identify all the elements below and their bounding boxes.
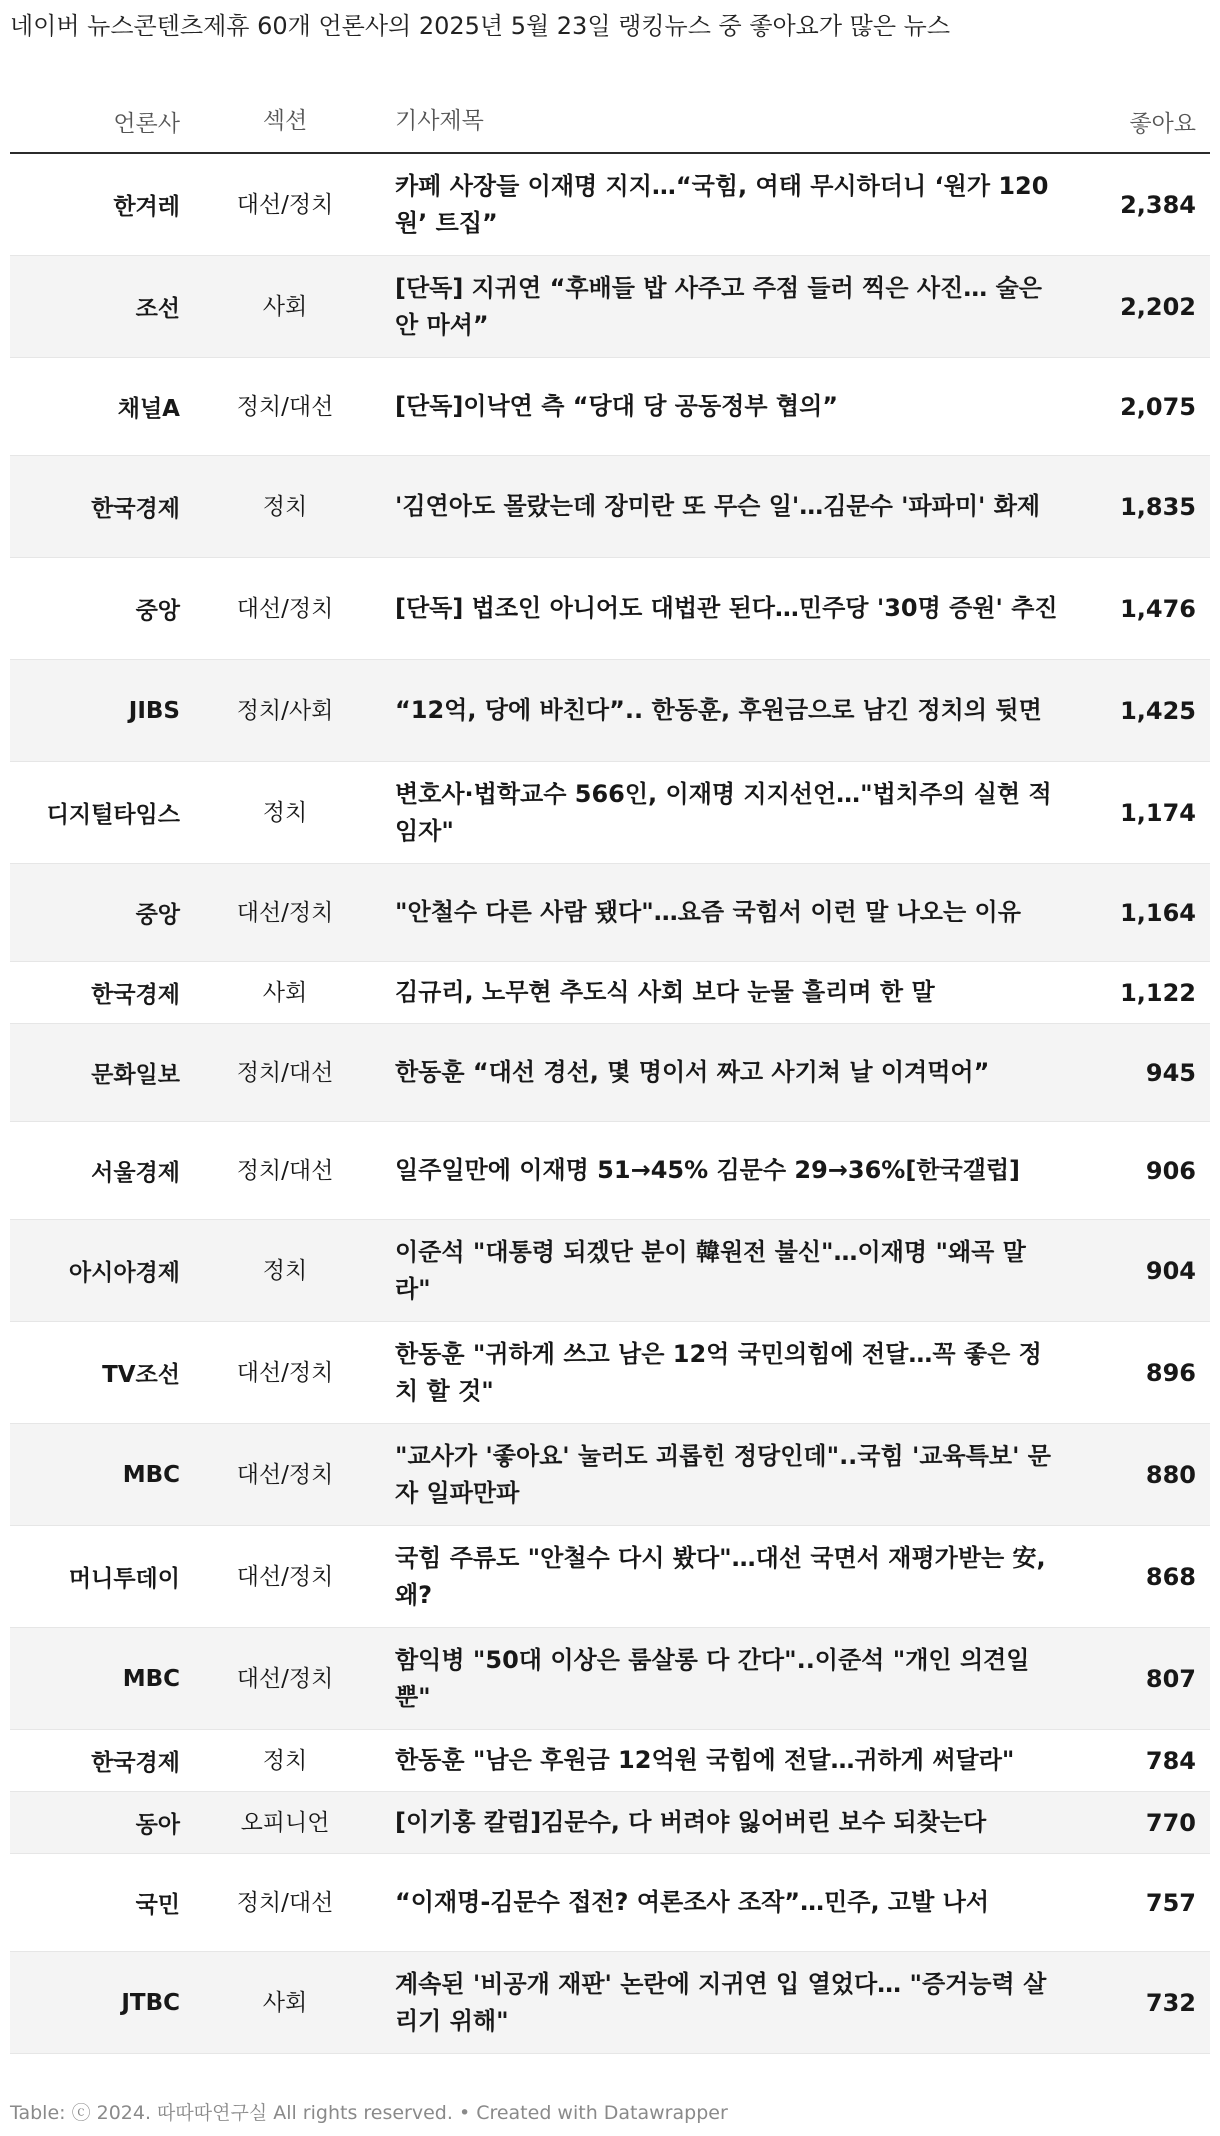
likes-cell: 1,425 — [1120, 696, 1196, 725]
likes-cell: 945 — [1145, 1058, 1196, 1087]
outlet-cell: MBC — [122, 1461, 180, 1488]
outlet-cell: 문화일보 — [91, 1062, 180, 1088]
section-cell: 정치/대선 — [236, 1059, 334, 1086]
outlet-cell: JTBC — [121, 1989, 180, 2016]
page-title: 네이버 뉴스콘텐츠제휴 60개 언론사의 2025년 5월 23일 랭킹뉴스 중 좋아요가 많은 뉴스 — [10, 12, 951, 40]
likes-cell: 732 — [1145, 1988, 1196, 2017]
likes-cell: 1,835 — [1120, 492, 1196, 521]
likes-cell: 2,202 — [1120, 292, 1196, 321]
headline-cell[interactable]: “이재명-김문수 접전? 여론조사 조작”…민주, 고발 나서 — [395, 1888, 990, 1916]
outlet-cell: 채널A — [117, 396, 180, 422]
headline-cell[interactable]: "안철수 다른 사람 됐다"…요즘 국힘서 이런 말 나오는 이유 — [395, 898, 1021, 926]
section-cell: 오피니언 — [240, 1809, 330, 1836]
ranking-table — [10, 90, 1210, 2054]
outlet-cell: 조선 — [135, 296, 180, 322]
headline-cell[interactable]: 한동훈 "남은 후원금 12억원 국힘에 전달…귀하게 써달라" — [395, 1746, 1015, 1774]
section-cell: 대선/정치 — [236, 191, 334, 218]
headline-cell[interactable]: [단독] 지귀연 “후배들 밥 사주고 주점 들러 찍은 사진… 술은 안 마셔” — [395, 273, 1042, 339]
table-row — [10, 1322, 1210, 1424]
headline-cell[interactable]: [이기홍 칼럼]김문수, 다 버려야 잃어버린 보수 되찾는다 — [395, 1808, 987, 1836]
header-outlet: 언론사 — [113, 110, 180, 137]
table-row — [10, 1122, 1210, 1220]
likes-cell: 896 — [1145, 1358, 1196, 1387]
likes-cell: 1,476 — [1120, 594, 1196, 623]
likes-cell: 2,384 — [1120, 190, 1196, 219]
header-section: 섹션 — [262, 108, 308, 134]
headline-cell[interactable]: 카페 사장들 이재명 지지…“국힘, 여태 무시하더니 ‘원가 120원’ 트집” — [395, 171, 1049, 237]
table-footer: Table: ⓒ 2024. 따따따연구실 All rights reserved. • Created with Datawrapper — [10, 2102, 728, 2124]
section-cell: 정치/대선 — [236, 393, 334, 420]
outlet-cell: 국민 — [135, 1892, 180, 1918]
outlet-cell: 한국경제 — [91, 1750, 180, 1776]
likes-cell: 868 — [1145, 1562, 1196, 1591]
outlet-cell: 중앙 — [135, 902, 180, 928]
table-header — [10, 90, 1210, 154]
section-cell: 대선/정치 — [236, 595, 334, 622]
likes-cell: 770 — [1145, 1808, 1196, 1837]
header-likes: 좋아요 — [1129, 110, 1196, 137]
table-row — [10, 762, 1210, 864]
outlet-cell: 한국경제 — [91, 982, 180, 1008]
table-body — [10, 154, 1210, 2054]
table-row — [10, 358, 1210, 456]
outlet-cell: 한겨레 — [113, 194, 180, 220]
section-cell: 정치/대선 — [236, 1889, 334, 1916]
table-row — [10, 1024, 1210, 1122]
headline-cell[interactable]: "교사가 '좋아요' 눌러도 괴롭힌 정당인데"..국힘 '교육특보' 문자 일파만파 — [395, 1441, 1051, 1507]
section-cell: 사회 — [262, 979, 308, 1006]
likes-cell: 757 — [1145, 1888, 1196, 1917]
likes-cell: 880 — [1145, 1460, 1196, 1489]
likes-cell: 2,075 — [1120, 392, 1196, 421]
outlet-cell: 동아 — [135, 1812, 180, 1838]
table-row — [10, 962, 1210, 1024]
headline-cell[interactable]: 이준석 "대통령 되겠단 분이 韓원전 불신"…이재명 "왜곡 말라" — [395, 1237, 1026, 1303]
headline-cell[interactable]: 국힘 주류도 "안철수 다시 봤다"…대선 국면서 재평가받는 安, 왜? — [395, 1543, 1046, 1609]
headline-cell[interactable]: 한동훈 "귀하게 쓰고 남은 12억 국민의힘에 전달…꼭 좋은 정치 할 것" — [395, 1339, 1042, 1405]
table-row — [10, 1792, 1210, 1854]
table-row — [10, 256, 1210, 358]
likes-cell: 1,164 — [1120, 898, 1196, 927]
section-cell: 정치/대선 — [236, 1157, 334, 1184]
headline-cell[interactable]: [단독] 법조인 아니어도 대법관 된다…민주당 '30명 증원' 추진 — [395, 594, 1058, 622]
headline-cell[interactable]: 일주일만에 이재명 51→45% 김문수 29→36%[한국갤럽] — [395, 1156, 1021, 1184]
headline-cell[interactable]: 한동훈 “대선 경선, 몇 명이서 짜고 사기쳐 날 이겨먹어” — [395, 1058, 990, 1086]
outlet-cell: 서울경제 — [91, 1160, 180, 1186]
table-row — [10, 456, 1210, 558]
section-cell: 대선/정치 — [236, 1665, 334, 1692]
headline-cell[interactable]: 김규리, 노무현 추도식 사회 보다 눈물 흘리며 한 말 — [395, 978, 935, 1006]
outlet-cell: 중앙 — [135, 598, 180, 624]
section-cell: 대선/정치 — [236, 899, 334, 926]
likes-cell: 1,122 — [1120, 978, 1196, 1007]
outlet-cell: 아시아경제 — [68, 1260, 180, 1286]
table-row — [10, 1854, 1210, 1952]
likes-cell: 807 — [1145, 1664, 1196, 1693]
outlet-cell: 한국경제 — [91, 496, 180, 522]
headline-cell[interactable]: 함익병 "50대 이상은 룸살롱 다 간다"..이준석 "개인 의견일 뿐" — [395, 1645, 1030, 1711]
section-cell: 사회 — [262, 293, 308, 320]
section-cell: 사회 — [262, 1989, 308, 2016]
table-row — [10, 1628, 1210, 1730]
section-cell: 정치 — [262, 799, 308, 826]
table-row — [10, 154, 1210, 256]
section-cell: 정치 — [262, 1257, 308, 1284]
table-row — [10, 864, 1210, 962]
header-headline: 기사제목 — [395, 107, 484, 134]
table-row — [10, 1424, 1210, 1526]
outlet-cell: 디지털타임스 — [46, 802, 180, 828]
headline-cell[interactable]: [단독]이낙연 측 “당대 당 공동정부 협의” — [395, 392, 839, 420]
headline-cell[interactable]: “12억, 당에 바친다”.. 한동훈, 후원금으로 남긴 정치의 뒷면 — [395, 696, 1042, 724]
table-row — [10, 660, 1210, 762]
headline-cell[interactable]: 변호사·법학교수 566인, 이재명 지지선언…"법치주의 실현 적임자" — [395, 779, 1052, 845]
likes-cell: 784 — [1145, 1746, 1196, 1775]
table-row — [10, 558, 1210, 660]
outlet-cell: TV조선 — [102, 1362, 180, 1388]
headline-cell[interactable]: '김연아도 몰랐는데 장미란 또 무슨 일'…김문수 '파파미' 화제 — [395, 492, 1041, 520]
section-cell: 대선/정치 — [236, 1359, 334, 1386]
table-row — [10, 1952, 1210, 2054]
headline-cell[interactable]: 계속된 '비공개 재판' 논란에 지귀연 입 열었다… "증거능력 살리기 위해" — [395, 1969, 1047, 2035]
likes-cell: 906 — [1145, 1156, 1196, 1185]
outlet-cell: JIBS — [128, 697, 180, 724]
section-cell: 대선/정치 — [236, 1461, 334, 1488]
section-cell: 정치 — [262, 1747, 308, 1774]
table-row — [10, 1220, 1210, 1322]
table-row — [10, 1526, 1210, 1628]
outlet-cell: MBC — [122, 1665, 180, 1692]
likes-cell: 904 — [1145, 1256, 1196, 1285]
likes-cell: 1,174 — [1120, 798, 1196, 827]
outlet-cell: 머니투데이 — [68, 1566, 180, 1592]
section-cell: 정치 — [262, 493, 308, 520]
table-row — [10, 1730, 1210, 1792]
section-cell: 정치/사회 — [236, 697, 334, 724]
section-cell: 대선/정치 — [236, 1563, 334, 1590]
